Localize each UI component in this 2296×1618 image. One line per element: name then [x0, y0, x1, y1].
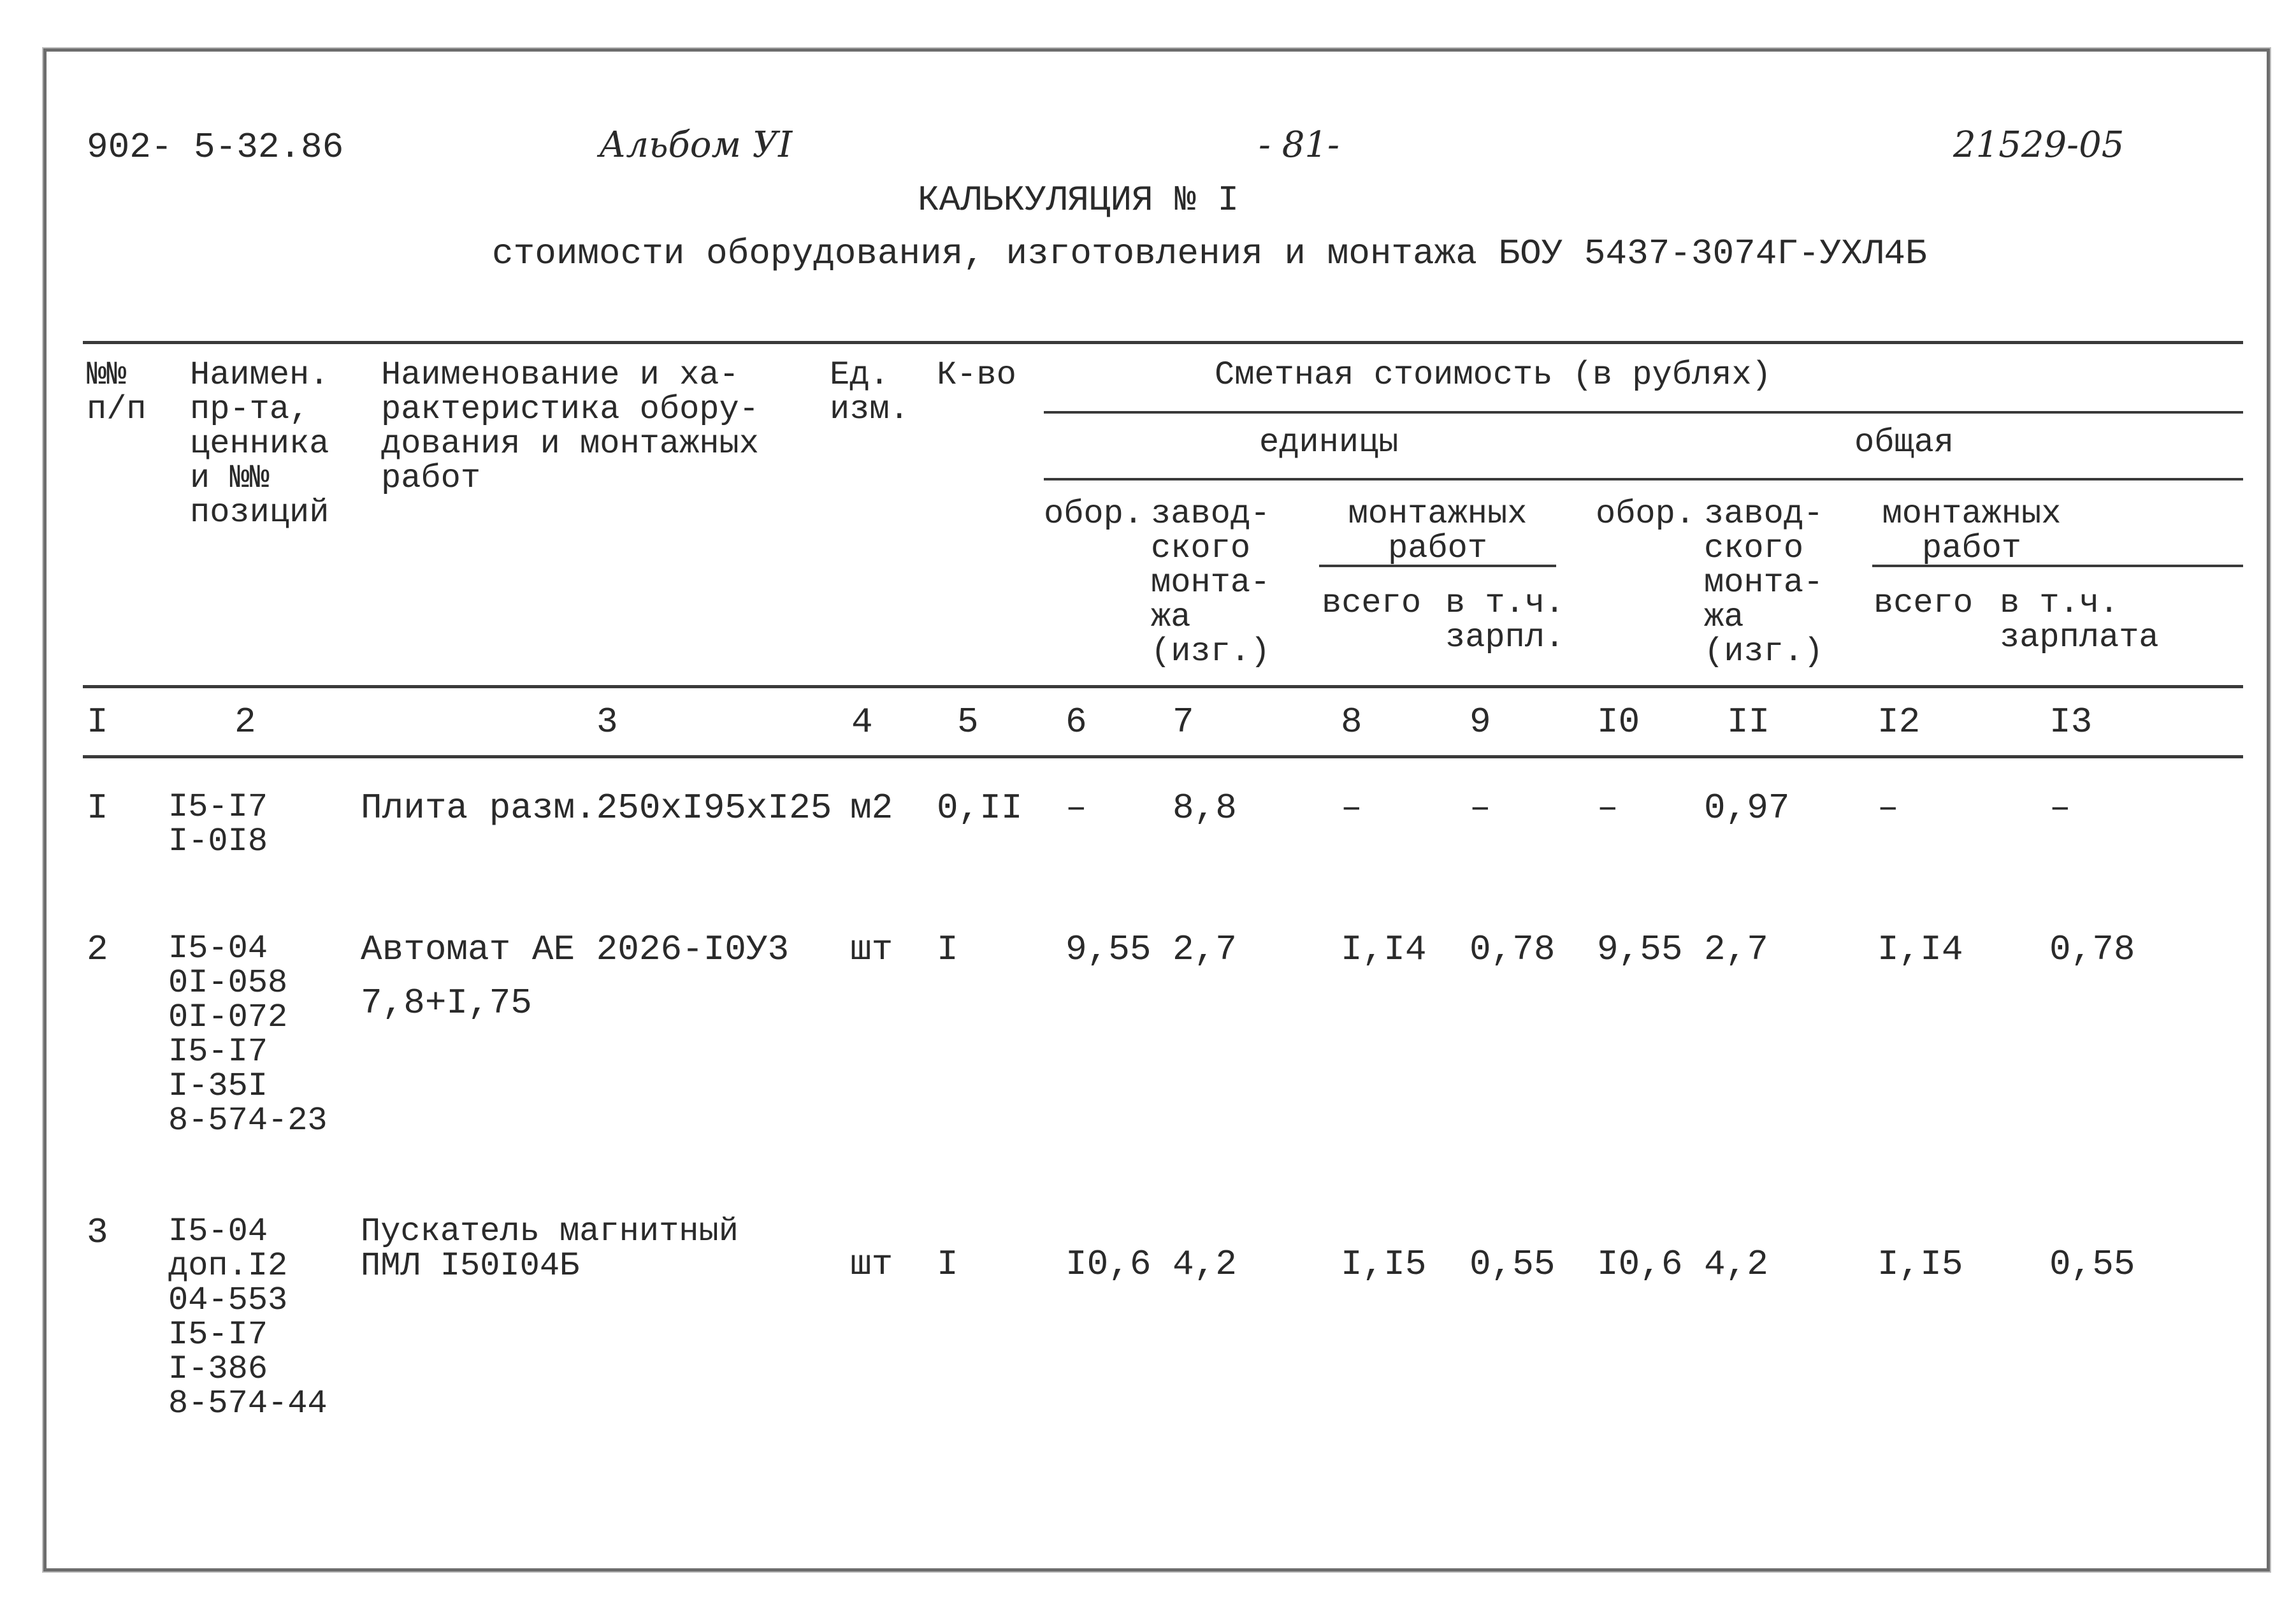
row-mount-all-unit: – — [1341, 788, 1362, 828]
row-name: Пускатель магнитный ПМЛ I50I04Б — [361, 1213, 739, 1285]
document-subtitle: стоимости оборудования, изготовления и монтажа БОУ 5437-3074Г-УХЛ4Б — [492, 233, 1927, 274]
album-label: Альбом УI — [599, 124, 793, 166]
row-factory-total: 2,7 — [1704, 929, 1768, 970]
row-name-extra: 7,8+I,75 — [361, 983, 532, 1023]
row-mount-wage-unit: 0,55 — [1469, 1244, 1556, 1285]
header-equip-unit: обор. — [1044, 495, 1144, 533]
row-qty: I — [937, 929, 958, 970]
col-number: 5 — [957, 702, 979, 742]
row-num: 3 — [87, 1212, 108, 1253]
header-unit: Ед. изм. — [830, 356, 909, 428]
header-factory-unit: завод- ского монта- жа (изг.) — [1151, 495, 1271, 670]
header-incl-total: в т.ч. зарплата — [2000, 584, 2159, 656]
header-price: Наимен. пр-та, ценника и №№ позиций — [190, 356, 329, 531]
row-mount-all-unit: I,I5 — [1341, 1244, 1427, 1285]
row-mount-all-total: I,I4 — [1877, 929, 1963, 970]
col-number: 8 — [1341, 702, 1362, 742]
document-stamp: 21529-05 — [1953, 124, 2125, 166]
col-number: I3 — [2049, 702, 2093, 742]
col-number: II — [1727, 702, 1770, 742]
row-equip-unit: 9,55 — [1065, 929, 1152, 970]
row-num: 2 — [87, 929, 108, 970]
header-name: Наименование и ха- рактеристика обору- дования и монтажных работ — [381, 356, 759, 497]
col-number: 7 — [1173, 702, 1194, 742]
col-number: 3 — [596, 702, 618, 742]
row-qty: I — [937, 1244, 958, 1285]
header-all-total: всего — [1874, 584, 1974, 622]
header-mount-unit: монтажных работ — [1348, 495, 1527, 567]
col-number: I0 — [1597, 702, 1640, 742]
row-name: Автомат АЕ 2026-I0У3 — [361, 929, 790, 970]
doc-code: 902- 5-32.86 — [87, 127, 344, 168]
row-num: I — [87, 788, 108, 828]
row-mount-wage-total: 0,55 — [2049, 1244, 2135, 1285]
col-number: 2 — [235, 702, 256, 742]
header-factory-total: завод- ского монта- жа (изг.) — [1704, 495, 1824, 670]
col-number: 9 — [1469, 702, 1491, 742]
row-equip-unit: I0,6 — [1065, 1244, 1152, 1285]
document-title: КАЛЬКУЛЯЦИЯ № I — [918, 180, 1239, 220]
row-mount-wage-total: 0,78 — [2049, 929, 2135, 970]
row-unit: шт — [850, 1244, 893, 1285]
row-qty: 0,II — [937, 788, 1023, 828]
col-number: I2 — [1877, 702, 1921, 742]
row-name: Плита разм.250хI95хI25 — [361, 788, 832, 828]
row-mount-all-total: I,I5 — [1877, 1244, 1963, 1285]
header-all-unit: всего — [1322, 584, 1422, 622]
row-mount-all-unit: I,I4 — [1341, 929, 1427, 970]
row-unit: м2 — [850, 788, 893, 828]
table-top-rule — [83, 341, 2243, 344]
row-price: I5-04 доп.I2 04-553 I5-I7 I-386 8-574-44 — [168, 1213, 328, 1422]
row-unit: шт — [850, 929, 893, 970]
row-price: I5-04 0I-058 0I-072 I5-I7 I-35I 8-574-23 — [168, 930, 328, 1139]
row-factory-unit: 4,2 — [1173, 1244, 1237, 1285]
row-mount-wage-unit: – — [1469, 788, 1491, 828]
row-mount-wage-unit: 0,78 — [1469, 929, 1556, 970]
col-number: 6 — [1065, 702, 1087, 742]
col-number: 4 — [851, 702, 873, 742]
header-unit-group: единицы — [1259, 424, 1399, 461]
header-bottom-rule — [83, 685, 2243, 688]
row-factory-unit: 8,8 — [1173, 788, 1237, 828]
row-equip-total: I0,6 — [1597, 1244, 1683, 1285]
row-mount-all-total: – — [1877, 788, 1899, 828]
row-mount-wage-total: – — [2049, 788, 2071, 828]
header-cost: Сметная стоимость (в рублях) — [1215, 356, 1772, 394]
header-num: №№ п/п — [87, 356, 147, 428]
header-total-group: общая — [1854, 424, 1954, 461]
row-price: I5-I7 I-0I8 — [168, 788, 268, 860]
header-incl-unit: в т.ч. зарпл. — [1445, 584, 1565, 656]
header-equip-total: обор. — [1596, 495, 1696, 533]
group-header-rule — [1044, 478, 2243, 480]
header-qty: К-во — [937, 356, 1016, 394]
col-numbers-rule — [83, 755, 2243, 758]
row-factory-total: 4,2 — [1704, 1244, 1768, 1285]
row-factory-unit: 2,7 — [1173, 929, 1237, 970]
col-number: I — [87, 702, 108, 742]
row-equip-unit: – — [1065, 788, 1087, 828]
row-equip-total: – — [1597, 788, 1619, 828]
row-factory-total: 0,97 — [1704, 788, 1790, 828]
cost-header-rule — [1044, 411, 2243, 414]
row-equip-total: 9,55 — [1597, 929, 1683, 970]
page-number: - 81- — [1259, 124, 1339, 166]
header-mount-total: монтажных работ — [1882, 495, 2061, 567]
